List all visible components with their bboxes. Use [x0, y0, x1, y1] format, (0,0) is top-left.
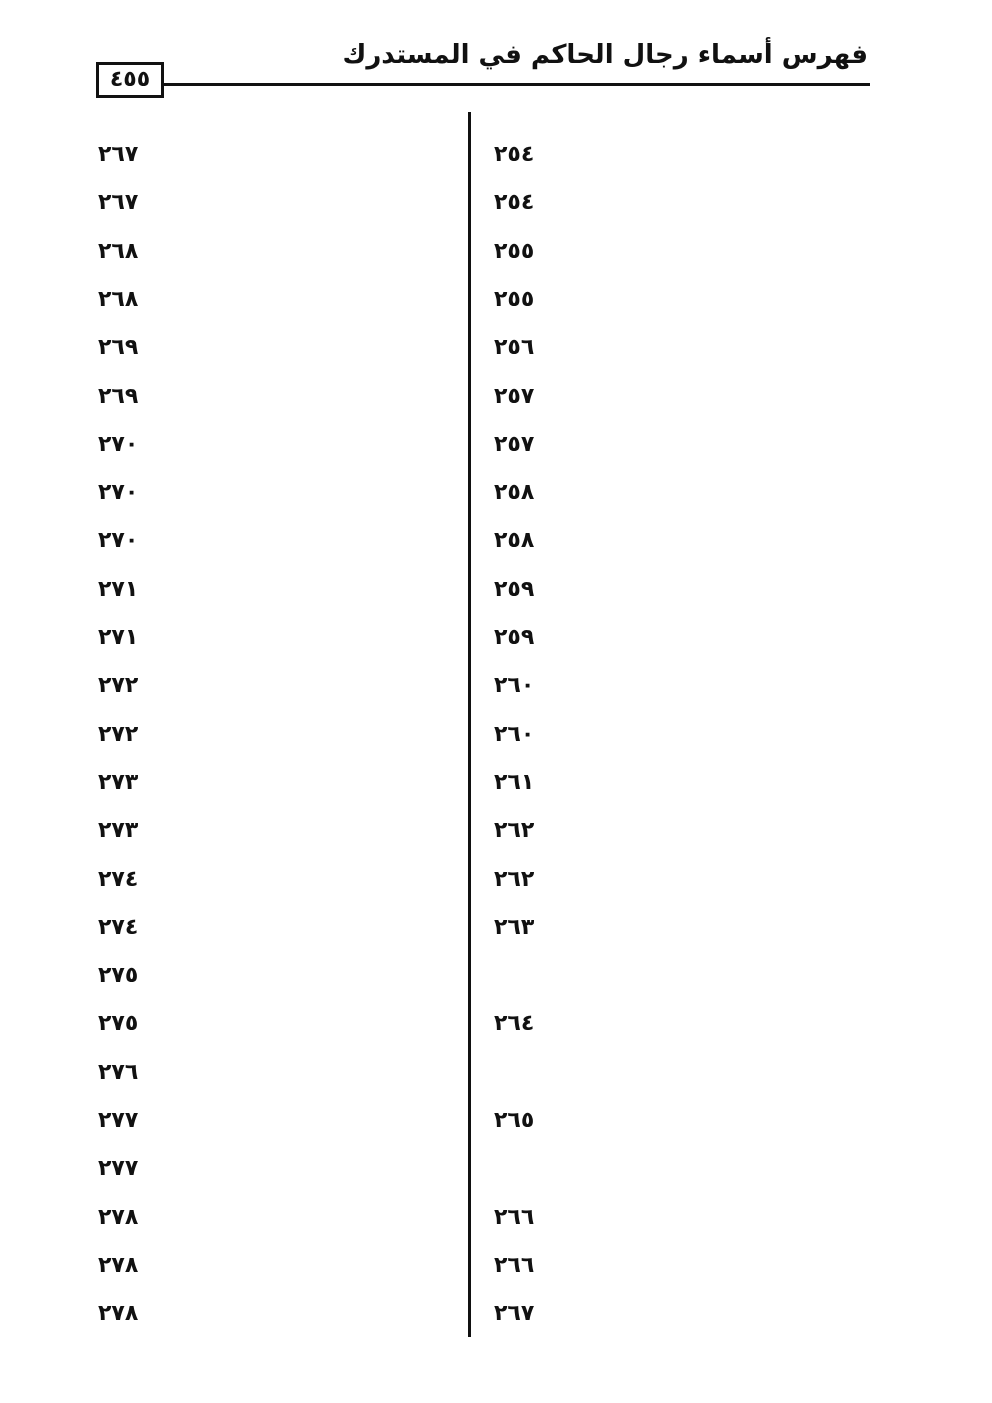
index-entry-page: ٢٥٩	[494, 625, 535, 650]
index-entry-page: ٢٦٣	[494, 915, 535, 940]
index-entry-page: ٢٧٥	[98, 1011, 139, 1036]
index-entry-page: ٢٥٧	[494, 384, 535, 409]
index-entry-page: ٢٦٦	[494, 1253, 535, 1278]
index-entry-page: ٢٥٨	[494, 528, 535, 553]
index-entry-page: ٢٧٨	[98, 1301, 139, 1326]
index-entry-page: ٢٦٠	[494, 673, 535, 698]
index-entry-page: ٢٧٣	[98, 770, 139, 795]
index-entry-page: ٢٧٨	[98, 1253, 139, 1278]
index-entry-page: ٢٧٠	[98, 480, 139, 505]
index-entry-page: ٢٦٨	[98, 287, 139, 312]
index-entry-page: ٢٥٦	[494, 335, 535, 360]
index-entry-page: ٢٦١	[494, 770, 535, 795]
index-entry-page: ٢٦٧	[98, 190, 139, 215]
index-entry-page: ٢٥٩	[494, 577, 535, 602]
index-entry-page: ٢٧٥	[98, 963, 139, 988]
index-entry-page: ٢٧٠	[98, 528, 139, 553]
index-entry-page: ٢٥٧	[494, 432, 535, 457]
index-entry-page: ٢٥٥	[494, 287, 535, 312]
index-entry-page: ٢٥٨	[494, 480, 535, 505]
index-entry-page: ٢٦٧	[494, 1301, 535, 1326]
index-entry-page: ٢٦٦	[494, 1205, 535, 1230]
index-entry-page: ٢٥٥	[494, 239, 535, 264]
index-entry-page: ٢٧١	[98, 625, 139, 650]
index-entry-page: ٢٧٤	[98, 867, 139, 892]
index-entry-page: ٢٦٤	[494, 1011, 535, 1036]
index-entry-page: ٢٦٥	[494, 1108, 535, 1133]
page-number: ٤٥٥	[96, 62, 164, 98]
index-entry-page: ٢٦٨	[98, 239, 139, 264]
index-entry-page: ٢٦٩	[98, 335, 139, 360]
index-entry-page: ٢٧٧	[98, 1156, 139, 1181]
column-divider	[468, 112, 471, 1337]
index-entry-page: ٢٧٢	[98, 673, 139, 698]
index-entry-page: ٢٧٦	[98, 1060, 139, 1085]
page-title: فهرس أسماء رجال الحاكم في المستدرك	[342, 40, 868, 70]
index-entry-page: ٢٧٠	[98, 432, 139, 457]
index-entry-page: ٢٦٢	[494, 867, 535, 892]
index-entry-page: ٢٥٤	[494, 190, 535, 215]
index-entry-page: ٢٥٤	[494, 142, 535, 167]
index-entry-page: ٢٦٩	[98, 384, 139, 409]
header-rule	[96, 83, 870, 86]
index-entry-page: ٢٧٣	[98, 818, 139, 843]
index-entry-page: ٢٦٢	[494, 818, 535, 843]
index-entry-page: ٢٦٠	[494, 722, 535, 747]
index-entry-page: ٢٧٧	[98, 1108, 139, 1133]
index-entry-page: ٢٧١	[98, 577, 139, 602]
index-entry-page: ٢٧٢	[98, 722, 139, 747]
index-entry-page: ٢٧٤	[98, 915, 139, 940]
index-entry-page: ٢٧٨	[98, 1205, 139, 1230]
index-entry-page: ٢٦٧	[98, 142, 139, 167]
